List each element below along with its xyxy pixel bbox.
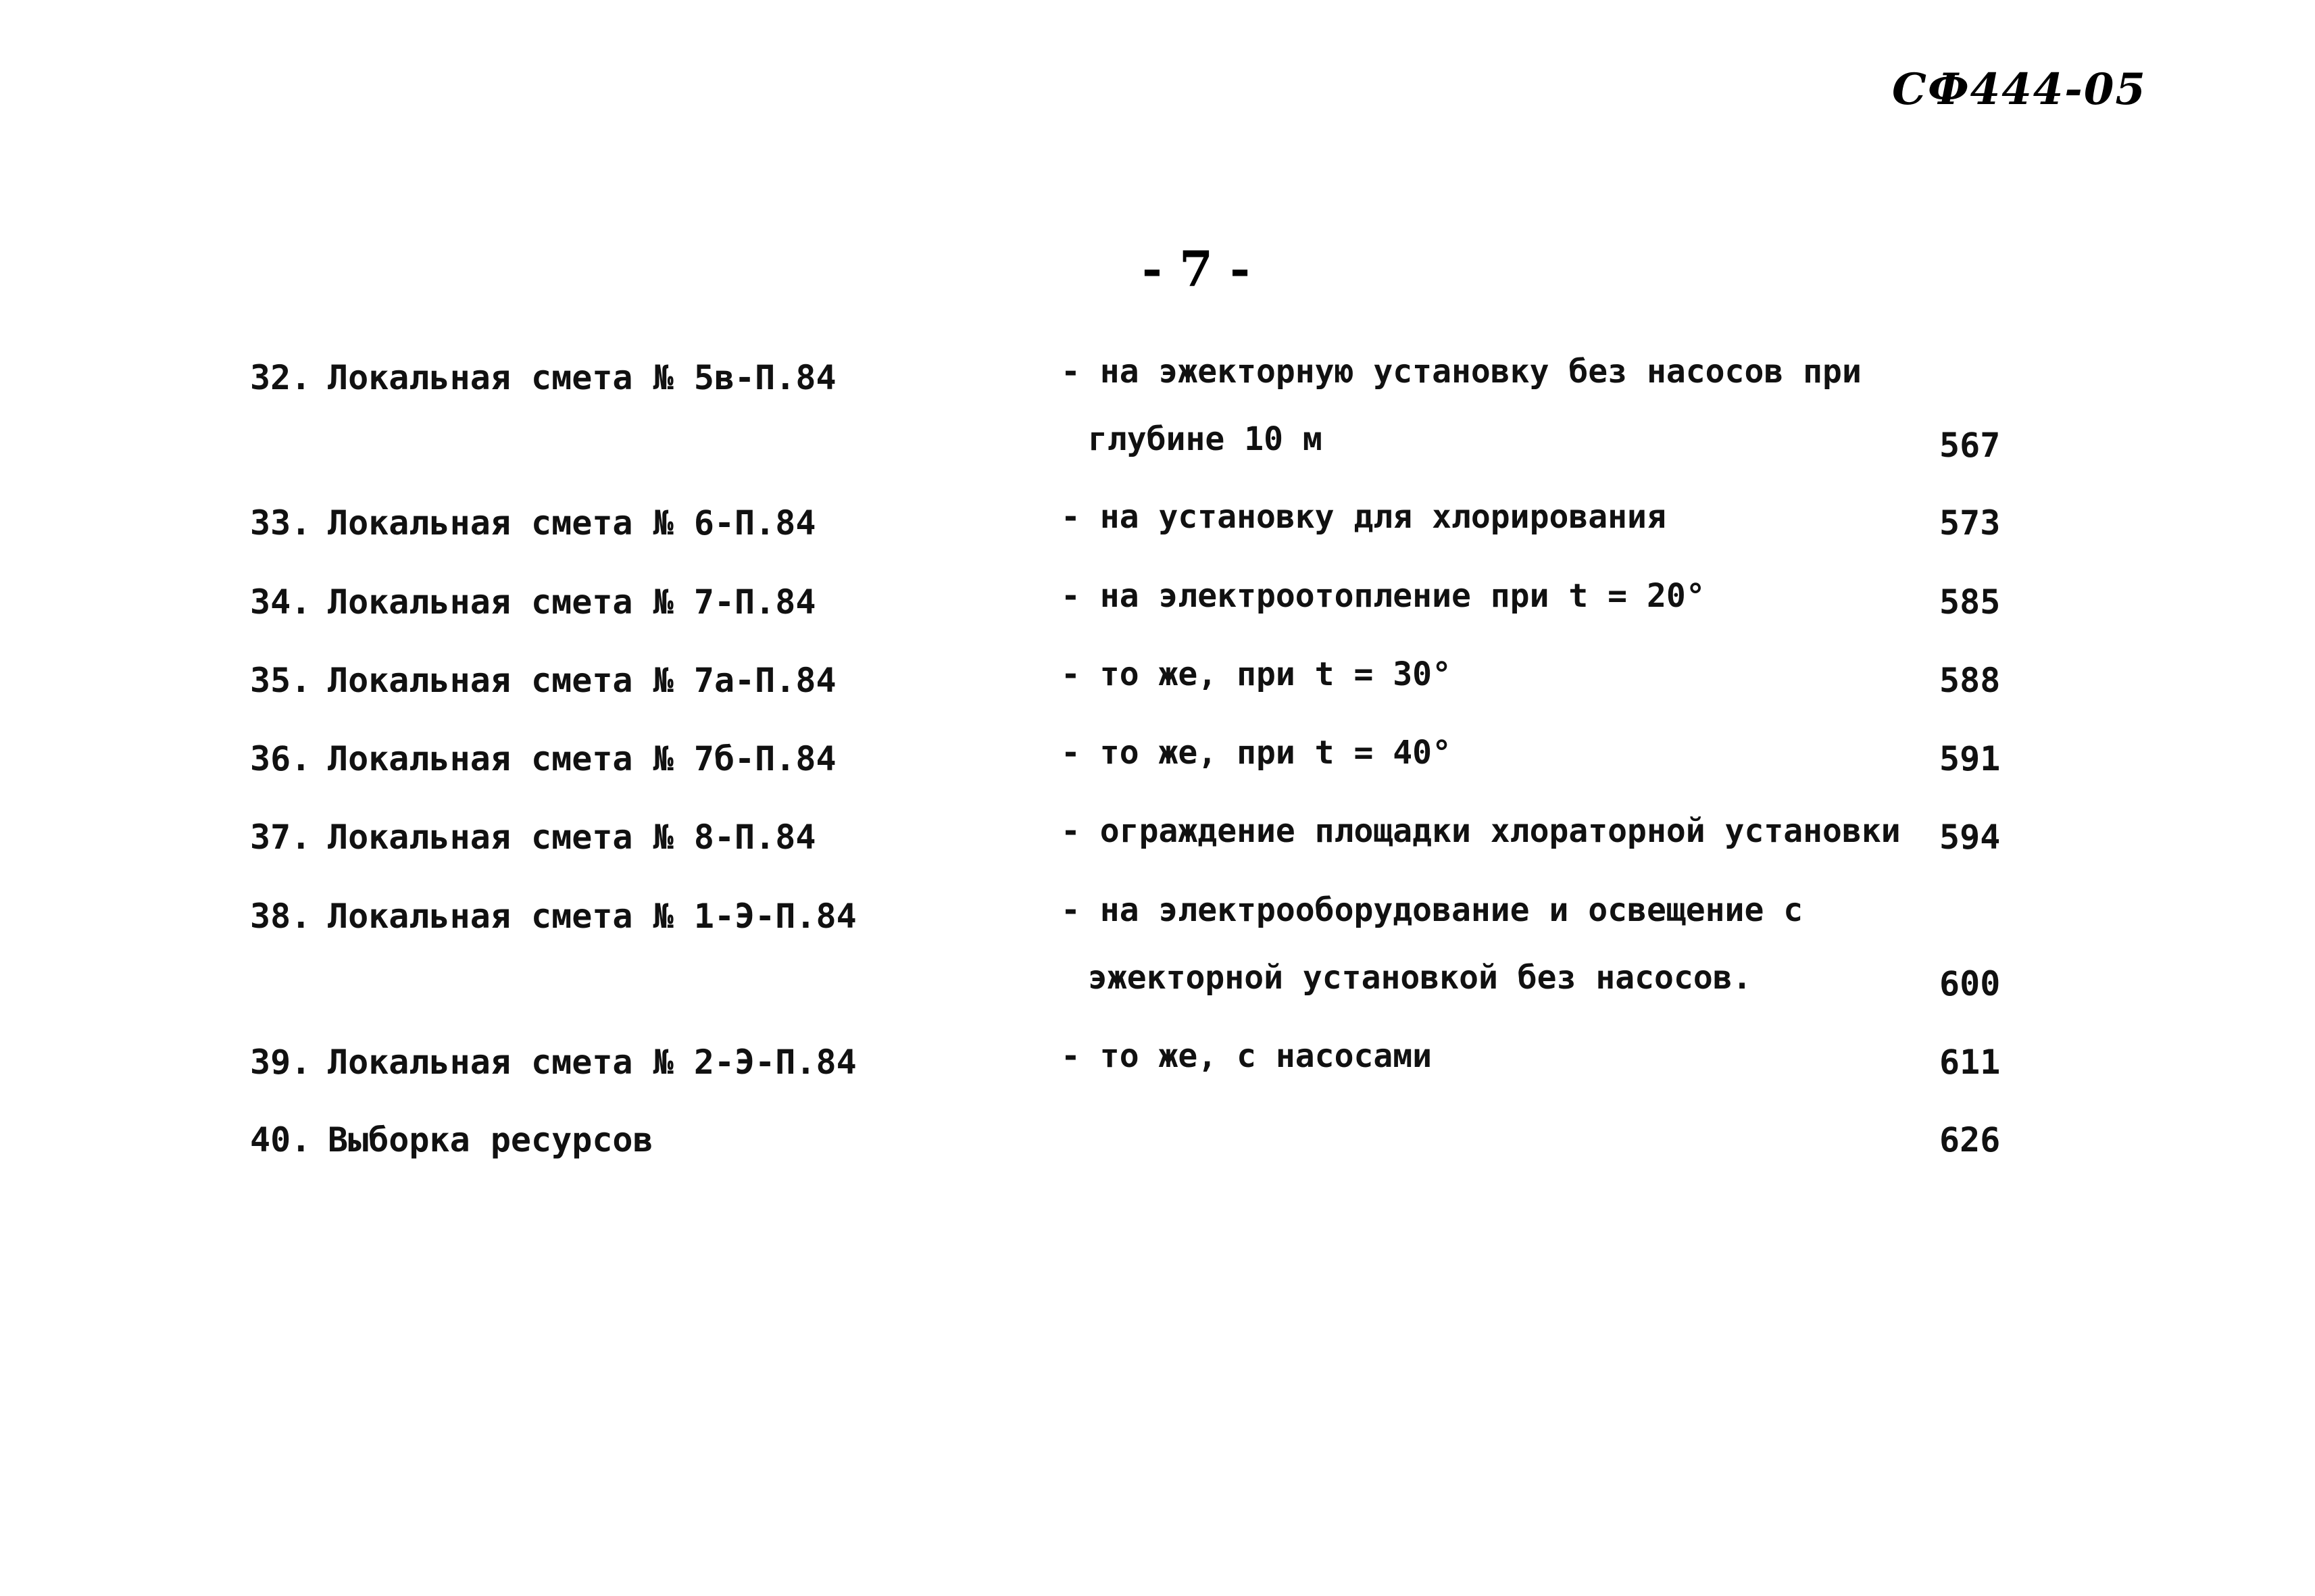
page-number: - 7 - <box>1142 240 1250 297</box>
entry-number: 35. <box>250 661 312 700</box>
entry-description-line: - на электрооборудование и освещение с <box>1061 891 1803 929</box>
entry-number: 37. <box>250 818 312 857</box>
entry-title: Локальная смета № 7-П.84 <box>328 582 816 622</box>
entry-page: 585 <box>1939 582 2001 622</box>
entry-description-line: - то же, при t = 40° <box>1061 734 1451 772</box>
entry-description-line: - на эжекторную установку без насосов при <box>1061 353 1862 391</box>
entry-page: 626 <box>1939 1120 2001 1159</box>
entry-description <box>1061 641 1892 708</box>
entry-title: Локальная смета № 6-П.84 <box>328 503 816 543</box>
entry-title: Выборка ресурсов <box>328 1120 653 1159</box>
entry-number: 40. <box>250 1120 312 1159</box>
entry-description <box>1061 797 1901 865</box>
entry-title: Локальная смета № 1-Э-П.84 <box>328 897 857 936</box>
entry-description-line: - на электроотопление при t = 20° <box>1061 577 1706 615</box>
entry-description-line: глубине 10 м <box>1088 420 1322 458</box>
entry-number: 39. <box>250 1043 312 1082</box>
entry-description <box>1061 338 1892 473</box>
entry-description-line: - на установку для хлорирования <box>1061 498 1666 536</box>
entry-title: Локальная смета № 7б-П.84 <box>328 739 837 778</box>
entry-description <box>1061 483 1892 551</box>
entry-title: Локальная смета № 2-Э-П.84 <box>328 1043 857 1082</box>
entry-page: 591 <box>1939 739 2001 778</box>
entry-description <box>1061 562 1892 630</box>
entry-number: 38. <box>250 897 312 936</box>
entry-description-line: - ограждение площадки хлораторной установки <box>1061 812 1901 850</box>
entry-page: 567 <box>1939 426 2001 465</box>
entry-page: 573 <box>1939 503 2001 543</box>
entry-number: 33. <box>250 503 312 543</box>
entry-description-line: - то же, с насосами <box>1061 1037 1433 1075</box>
entry-title: Локальная смета № 7а-П.84 <box>328 661 837 700</box>
entry-description <box>1061 719 1892 787</box>
entry-page: 594 <box>1939 818 2001 857</box>
entry-description-line: - то же, при t = 30° <box>1061 655 1451 693</box>
entry-description <box>1061 1022 1892 1090</box>
entry-page: 600 <box>1939 964 2001 1003</box>
entry-number: 34. <box>250 582 312 622</box>
entry-number: 36. <box>250 739 312 778</box>
entry-title: Локальная смета № 5в-П.84 <box>328 358 837 397</box>
entry-description <box>1061 876 1892 1012</box>
entry-description-line: эжекторной установкой без насосов. <box>1088 959 1752 997</box>
document-code: СФ444-05 <box>1892 64 2147 115</box>
entry-page: 611 <box>1939 1043 2001 1082</box>
entry-page: 588 <box>1939 661 2001 700</box>
entry-number: 32. <box>250 358 312 397</box>
entry-title: Локальная смета № 8-П.84 <box>328 818 816 857</box>
